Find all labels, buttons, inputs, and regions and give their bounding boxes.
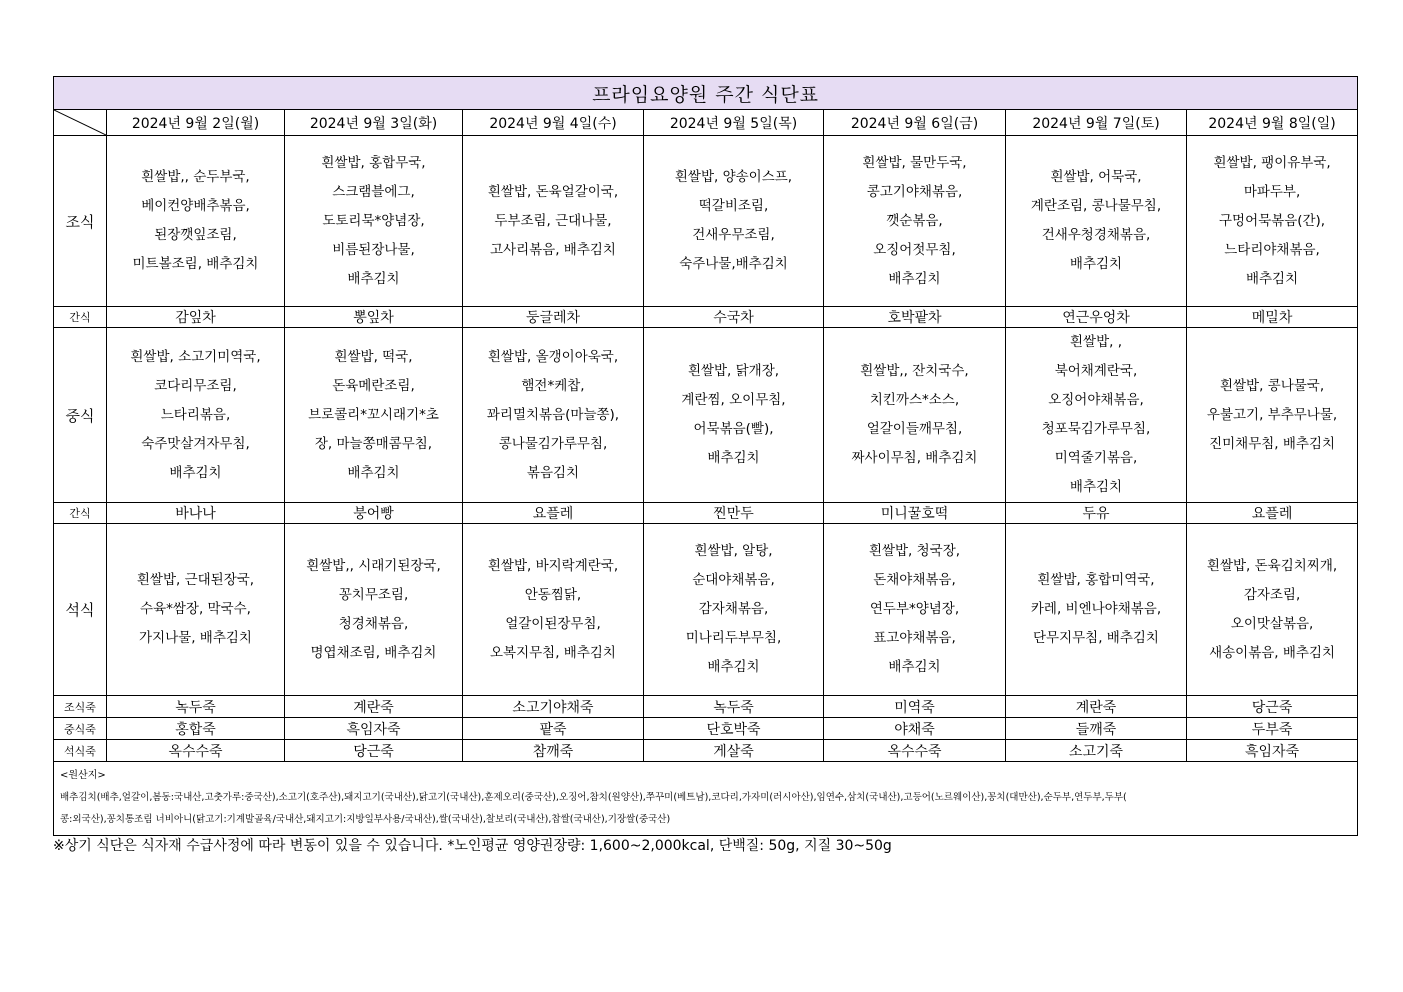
lunch-menu-item: 우불고기, 부추무나물, (1206, 406, 1338, 423)
porridge-dinner-cell: 옥수수죽 (107, 740, 285, 762)
breakfast-menu-item: 도토리묵*양념장, (322, 212, 425, 229)
lunch-menu-item: 흰쌀밥, 떡국, (334, 348, 413, 365)
dinner-menu-item: 오복지무침, 배추김치 (490, 644, 616, 661)
corner-diagonal-cell (54, 110, 107, 136)
lunch-menu-cell (463, 328, 644, 503)
porridge-dinner-cell: 옥수수죽 (824, 740, 1006, 762)
breakfast-menu-item: 비름된장나물, (332, 241, 415, 258)
date-header-cell: 2024년 9월 6일(금) (824, 110, 1006, 136)
label-porridge-breakfast: 조식죽 (54, 696, 107, 718)
lunch-menu-item: 짜사이무침, 배추김치 (851, 450, 978, 466)
lunch-menu-item: 흰쌀밥, 소고기미역국, (130, 348, 261, 365)
lunch-menu-item: 흰쌀밥, 콩나물국, (1219, 377, 1325, 394)
dinner-menu-cell (1006, 524, 1187, 696)
dinner-menu-item: 감자조림, (1243, 586, 1301, 603)
date-header-cell: 2024년 9월 8일(일) (1187, 110, 1358, 136)
breakfast-menu-item: 된장깻잎조림, (154, 227, 237, 243)
origin-title: <원산지> (60, 770, 106, 781)
porridge-dinner-cell: 게살죽 (644, 740, 824, 762)
porridge-lunch-cell: 홍합죽 (107, 718, 285, 740)
lunch-menu-item: 코다리무조림, (154, 377, 237, 394)
porridge-dinner-cell: 당근죽 (285, 740, 463, 762)
lunch-menu-cell (824, 328, 1006, 503)
date-header-cell: 2024년 9월 4일(수) (463, 110, 644, 136)
lunch-menu-item: 청포묵김가루무침, (1041, 421, 1151, 437)
dinner-menu-item: 흰쌀밥,, 시래기된장국, (306, 557, 441, 574)
breakfast-menu-item: 깻순볶음, (886, 212, 943, 229)
weekly-menu-sheet (53, 76, 1357, 836)
breakfast-menu-item: 배추김치 (888, 270, 941, 287)
snack-1-cell: 수국차 (644, 307, 824, 328)
diagonal-line-icon (54, 110, 106, 135)
breakfast-menu-cell (107, 136, 285, 307)
breakfast-menu-item: 스크램블에그, (332, 183, 415, 200)
origin-info (54, 762, 1358, 836)
dinner-menu-item: 꽁치무조림, (338, 586, 409, 603)
breakfast-menu-item: 흰쌀밥, 양송이스프, (674, 169, 793, 185)
lunch-menu-item: 흰쌀밥,, 잔치국수, (860, 363, 969, 379)
breakfast-menu-item: 건새우청경채볶음, (1041, 227, 1151, 243)
lunch-menu-item: 흰쌀밥, , (1070, 334, 1122, 350)
lunch-menu-item: 브로콜리*꼬시래기*초 (308, 406, 439, 423)
lunch-menu-item: 미역줄기볶음, (1054, 450, 1138, 466)
breakfast-menu-cell (285, 136, 463, 307)
label-dinner: 석식 (54, 524, 107, 696)
lunch-menu-item: 햄전*케찹, (521, 377, 585, 394)
dinner-menu-item: 흰쌀밥, 근대된장국, (136, 572, 255, 588)
breakfast-menu-item: 베이컨양배추볶음, (141, 198, 250, 214)
breakfast-menu-item: 느타리야채볶음, (1224, 241, 1320, 258)
snack-2-cell: 요플레 (1187, 503, 1358, 524)
label-porridge-dinner: 석식죽 (54, 740, 107, 762)
snack-1-cell: 메밀차 (1187, 307, 1358, 328)
lunch-menu-item: 돈육메란조림, (332, 377, 415, 394)
porridge-breakfast-cell: 녹두죽 (644, 696, 824, 718)
breakfast-menu-cell (824, 136, 1006, 307)
breakfast-menu-cell (644, 136, 824, 307)
breakfast-menu-item: 배추김치 (1069, 256, 1123, 272)
breakfast-menu-item: 흰쌀밥,, 순두부국, (141, 169, 250, 185)
breakfast-menu-item: 미트볼조림, 배추김치 (132, 256, 259, 272)
dinner-menu-item: 명엽채조림, 배추김치 (310, 644, 437, 661)
breakfast-menu-cell (1187, 136, 1358, 307)
breakfast-menu-cell (463, 136, 644, 307)
lunch-menu-item: 콩나물김가루무침, (498, 435, 608, 452)
snack-2-cell: 두유 (1006, 503, 1187, 524)
dinner-menu-item: 카레, 비엔나야채볶음, (1030, 601, 1162, 617)
porridge-breakfast-cell: 계란죽 (285, 696, 463, 718)
date-header-cell: 2024년 9월 7일(토) (1006, 110, 1187, 136)
label-porridge-lunch: 중식죽 (54, 718, 107, 740)
lunch-menu-item: 오징어야채볶음, (1048, 392, 1144, 408)
dinner-menu-item: 새송이볶음, 배추김치 (1209, 644, 1336, 661)
porridge-lunch-cell: 두부죽 (1187, 718, 1358, 740)
lunch-menu-item: 흰쌀밥, 닭개장, (687, 363, 780, 379)
breakfast-menu-item: 마파두부, (1243, 183, 1301, 200)
lunch-menu-item: 배추김치 (1069, 479, 1123, 495)
porridge-breakfast-cell: 계란죽 (1006, 696, 1187, 718)
dinner-menu-item: 가지나물, 배추김치 (139, 630, 252, 646)
date-header-cell: 2024년 9월 5일(목) (644, 110, 824, 136)
breakfast-menu-item: 건새우무조림, (692, 227, 775, 243)
breakfast-menu-item: 흰쌀밥, 팽이유부국, (1213, 154, 1331, 171)
breakfast-menu-item: 흰쌀밥, 물만두국, (862, 154, 967, 171)
lunch-menu-item: 흰쌀밥, 올갱이아욱국, (487, 348, 619, 365)
lunch-menu-item: 배추김치 (169, 464, 222, 481)
porridge-dinner-cell: 흑임자죽 (1187, 740, 1358, 762)
snack-2-cell: 찐만두 (644, 503, 824, 524)
dinner-menu-item: 흰쌀밥, 청국장, (868, 543, 961, 559)
breakfast-menu-item: 구멍어묵볶음(간), (1218, 212, 1326, 229)
porridge-lunch-cell: 팥죽 (463, 718, 644, 740)
dinner-menu-cell (285, 524, 463, 696)
dinner-menu-cell (1187, 524, 1358, 696)
breakfast-menu-item: 떡갈비조림, (698, 198, 769, 214)
label-snack-2: 간식 (54, 503, 107, 524)
porridge-breakfast-cell: 미역죽 (824, 696, 1006, 718)
dinner-menu-item: 수육*쌈장, 막국수, (140, 601, 251, 617)
menu-title: 프라임요양원 주간 식단표 (54, 77, 1358, 110)
dinner-menu-item: 얼갈이된장무침, (505, 615, 601, 632)
dinner-menu-item: 배추김치 (888, 659, 941, 675)
lunch-menu-item: 얼갈이들깨무침, (866, 421, 963, 437)
dinner-menu-item: 흰쌀밥, 알탕, (694, 543, 773, 559)
snack-2-cell: 붕어빵 (285, 503, 463, 524)
porridge-lunch-cell: 들깨죽 (1006, 718, 1187, 740)
breakfast-menu-item: 숙주나물,배추김치 (679, 256, 788, 272)
dinner-menu-item: 안동찜닭, (524, 586, 582, 603)
lunch-menu-item: 꽈리멸치볶음(마늘쫑), (486, 406, 620, 423)
porridge-lunch-cell: 흑임자죽 (285, 718, 463, 740)
lunch-menu-item: 진미채무침, 배추김치 (1209, 435, 1336, 452)
porridge-breakfast-cell: 녹두죽 (107, 696, 285, 718)
porridge-breakfast-cell: 당근죽 (1187, 696, 1358, 718)
dinner-menu-item: 순대야채볶음, (692, 572, 775, 588)
date-header-cell: 2024년 9월 2일(월) (107, 110, 285, 136)
breakfast-menu-item: 흰쌀밥, 돈육얼갈이국, (487, 183, 619, 200)
breakfast-menu-item: 배추김치 (347, 270, 400, 287)
origin-line-2: 콩:외국산),꽁치통조림 너비아니(닭고기:기계발골육/국내산,돼지고기:지방일부사용/국내산),쌀(국내산),찰보리(국내산),찹쌀(국내산),기장쌀(중국산) (60, 814, 671, 825)
footnote: ※상기 식단은 식자재 수급사정에 따라 변동이 있을 수 있습니다. *노인평균 영양권장량: 1,600~2,000kcal, 단백질: 50g, 지질 30~50g (53, 838, 892, 854)
lunch-menu-item: 장, 마늘쫑매콤무침, (314, 435, 433, 452)
lunch-menu-cell (644, 328, 824, 503)
dinner-menu-cell (107, 524, 285, 696)
snack-2-cell: 요플레 (463, 503, 644, 524)
porridge-dinner-cell: 참깨죽 (463, 740, 644, 762)
lunch-menu-cell (1006, 328, 1187, 503)
snack-2-cell: 바나나 (107, 503, 285, 524)
lunch-menu-item: 배추김치 (347, 464, 400, 481)
porridge-breakfast-cell: 소고기야채죽 (463, 696, 644, 718)
lunch-menu-item: 볶음김치 (526, 464, 580, 481)
dinner-menu-item: 배추김치 (707, 659, 760, 675)
porridge-lunch-cell: 야채죽 (824, 718, 1006, 740)
dinner-menu-item: 오이맛살볶음, (1230, 615, 1314, 632)
lunch-menu-cell (285, 328, 463, 503)
lunch-menu-cell (107, 328, 285, 503)
dinner-menu-cell (644, 524, 824, 696)
dinner-menu-item: 흰쌀밥, 돈육김치찌개, (1206, 557, 1338, 574)
breakfast-menu-item: 흰쌀밥, 어묵국, (1050, 169, 1142, 185)
lunch-menu-item: 어묵볶음(빨), (693, 421, 774, 437)
snack-1-cell: 연근우엉차 (1006, 307, 1187, 328)
dinner-menu-item: 흰쌀밥, 홍합미역국, (1037, 572, 1155, 588)
breakfast-menu-item: 흰쌀밥, 홍합무국, (321, 154, 426, 171)
dinner-menu-item: 흰쌀밥, 바지락계란국, (487, 557, 619, 574)
date-header-cell: 2024년 9월 3일(화) (285, 110, 463, 136)
lunch-menu-item: 치킨까스*소스, (869, 392, 960, 408)
breakfast-menu-item: 배추김치 (1245, 270, 1299, 287)
dinner-menu-item: 연두부*양념장, (869, 601, 960, 617)
snack-1-cell: 호박팥차 (824, 307, 1006, 328)
dinner-menu-item: 표고야채볶음, (873, 630, 956, 646)
dinner-menu-cell (463, 524, 644, 696)
snack-1-cell: 감잎차 (107, 307, 285, 328)
porridge-dinner-cell: 소고기죽 (1006, 740, 1187, 762)
breakfast-menu-item: 고사리볶음, 배추김치 (490, 241, 616, 258)
label-snack-1: 간식 (54, 307, 107, 328)
breakfast-menu-cell (1006, 136, 1187, 307)
breakfast-menu-item: 계란조림, 콩나물무침, (1030, 198, 1162, 214)
menu-table (53, 76, 1358, 836)
breakfast-menu-item: 콩고기야채볶음, (866, 183, 963, 200)
snack-1-cell: 뽕잎차 (285, 307, 463, 328)
dinner-menu-item: 미나리두부무침, (685, 630, 782, 646)
lunch-menu-item: 북어채계란국, (1054, 363, 1138, 379)
dinner-menu-item: 청경채볶음, (338, 615, 409, 632)
label-lunch: 중식 (54, 328, 107, 503)
snack-2-cell: 미니꿀호떡 (824, 503, 1006, 524)
breakfast-menu-item: 오징어젓무침, (873, 241, 956, 258)
lunch-menu-item: 계란찜, 오이무침, (681, 392, 786, 408)
porridge-lunch-cell: 단호박죽 (644, 718, 824, 740)
dinner-menu-item: 감자채볶음, (698, 601, 769, 617)
dinner-menu-cell (824, 524, 1006, 696)
breakfast-menu-item: 두부조림, 근대나물, (494, 212, 612, 229)
dinner-menu-item: 돈채야채볶음, (873, 572, 956, 588)
lunch-menu-item: 배추김치 (707, 450, 760, 466)
lunch-menu-cell (1187, 328, 1358, 503)
dinner-menu-item: 단무지무침, 배추김치 (1033, 630, 1159, 646)
origin-line-1: 배추김치(배추,얼갈이,봄동:국내산,고춧가루:중국산),소고기(호주산),돼지고기(국내산),닭고기(국내산),훈제오리(중국산),오징어,참치(원양산),쭈꾸미(베트남),코다리,가자미(러시아산),임연수,삼치(국내산),고등어(노르웨이산),꽁치(대만산),순두부,연두부,두부( (60, 792, 1127, 803)
lunch-menu-item: 느타리볶음, (160, 406, 231, 423)
label-breakfast: 조식 (54, 136, 107, 307)
snack-1-cell: 둥글레차 (463, 307, 644, 328)
lunch-menu-item: 숙주맛살겨자무침, (141, 435, 250, 452)
